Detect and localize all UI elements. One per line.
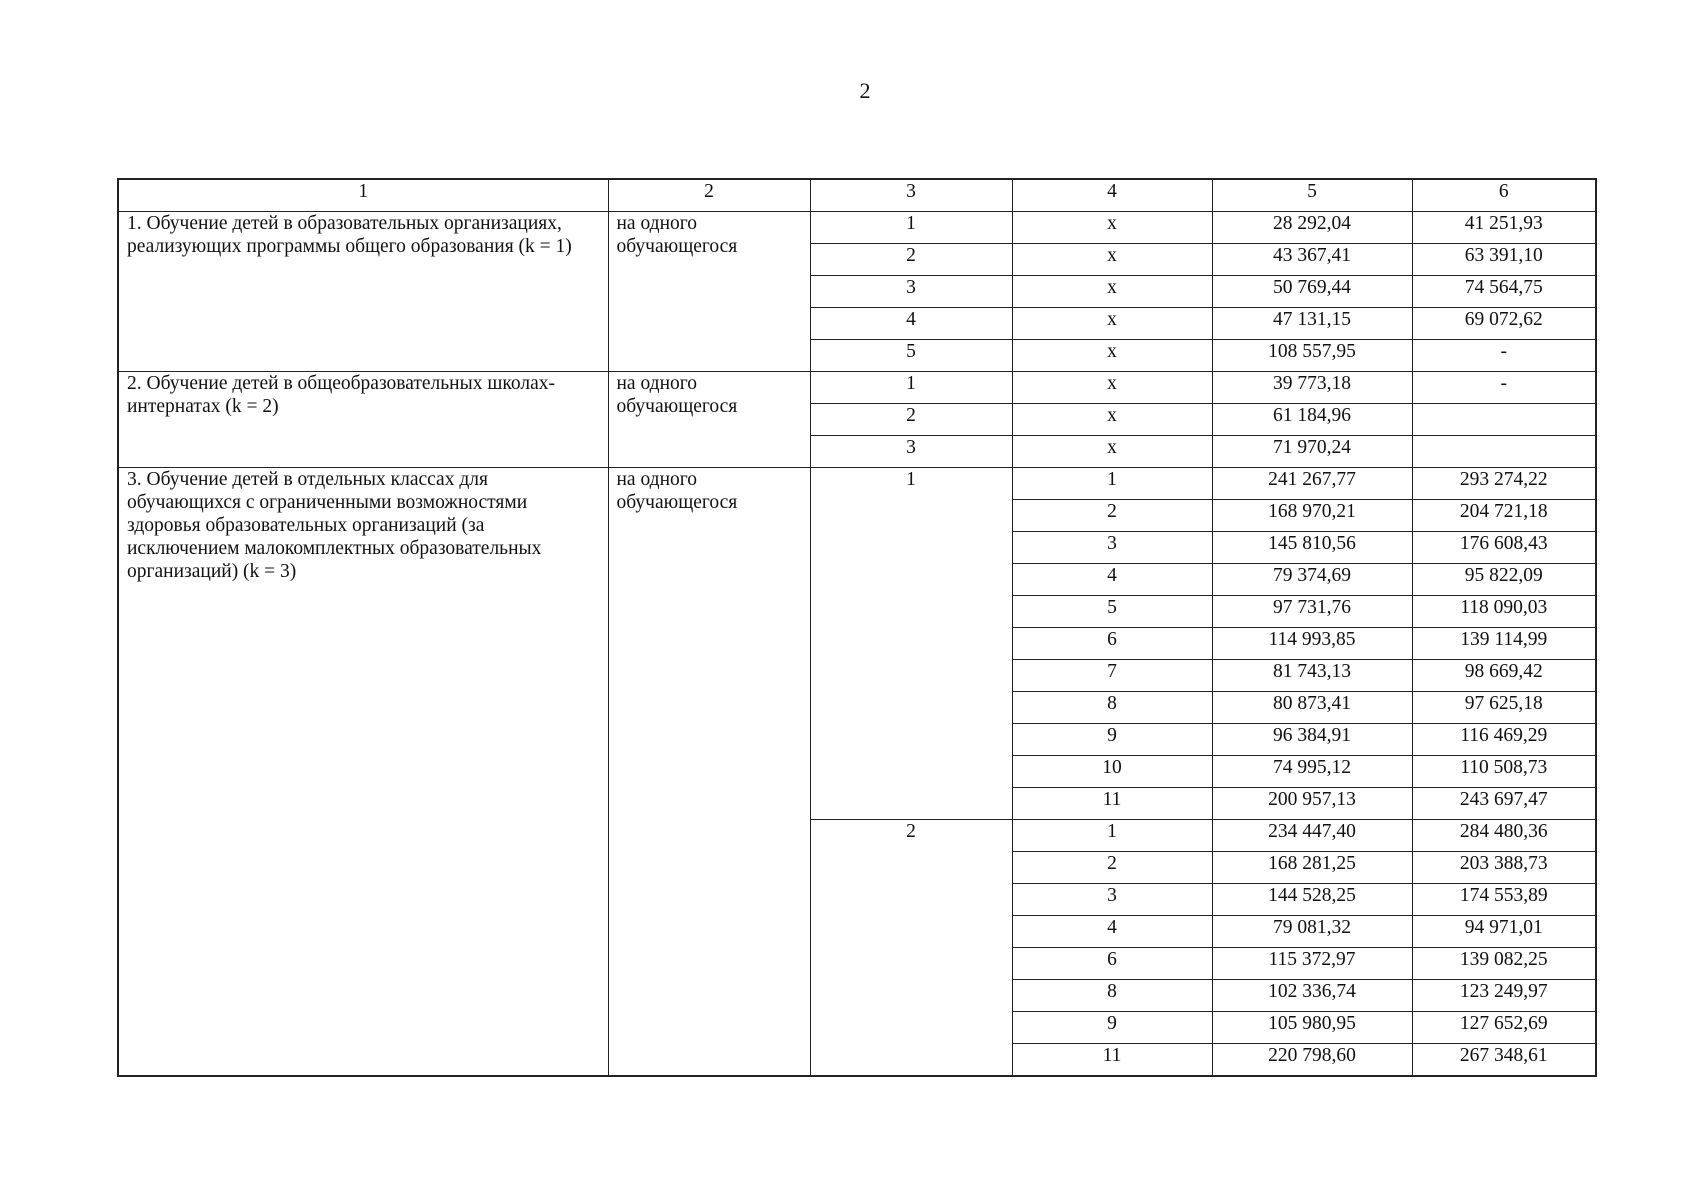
column-6-value: 267 348,61	[1412, 1044, 1596, 1077]
column-4-value: 6	[1012, 628, 1212, 660]
column-6-value: 174 553,89	[1412, 884, 1596, 916]
column-5-value: 241 267,77	[1212, 468, 1412, 500]
header-cell: 6	[1412, 179, 1596, 212]
column-5-value: 168 970,21	[1212, 500, 1412, 532]
column-6-value: 204 721,18	[1412, 500, 1596, 532]
column-5-value: 96 384,91	[1212, 724, 1412, 756]
column-5-value: 79 081,32	[1212, 916, 1412, 948]
service-description: 2. Обучение детей в общеобразовательных школах-интернатах (k = 2)	[118, 372, 608, 468]
column-6-value: 95 822,09	[1412, 564, 1596, 596]
column-6-value: 118 090,03	[1412, 596, 1596, 628]
column-6-value: 69 072,62	[1412, 308, 1596, 340]
column-3-value: 2	[810, 820, 1012, 1077]
header-cell: 5	[1212, 179, 1412, 212]
column-4-value: 10	[1012, 756, 1212, 788]
column-6-value: 94 971,01	[1412, 916, 1596, 948]
unit-of-measure: на одного обучающегося	[608, 468, 810, 1077]
column-6-value: -	[1412, 372, 1596, 404]
column-3-value: 3	[810, 276, 1012, 308]
column-5-value: 39 773,18	[1212, 372, 1412, 404]
column-5-value: 220 798,60	[1212, 1044, 1412, 1077]
column-4-value: 2	[1012, 852, 1212, 884]
column-5-value: 97 731,76	[1212, 596, 1412, 628]
column-3-value: 1	[810, 468, 1012, 820]
unit-of-measure: на одного обучающегося	[608, 372, 810, 468]
column-5-value: 105 980,95	[1212, 1012, 1412, 1044]
column-4-value: 8	[1012, 980, 1212, 1012]
column-4-value: 8	[1012, 692, 1212, 724]
column-5-value: 79 374,69	[1212, 564, 1412, 596]
column-3-value: 1	[810, 212, 1012, 244]
column-5-value: 47 131,15	[1212, 308, 1412, 340]
column-3-value: 4	[810, 308, 1012, 340]
column-5-value: 50 769,44	[1212, 276, 1412, 308]
column-5-value: 71 970,24	[1212, 436, 1412, 468]
column-5-value: 43 367,41	[1212, 244, 1412, 276]
column-6-value: 97 625,18	[1412, 692, 1596, 724]
unit-of-measure: на одного обучающегося	[608, 212, 810, 372]
column-6-value: 203 388,73	[1412, 852, 1596, 884]
column-4-value: 11	[1012, 1044, 1212, 1077]
column-4-value: 9	[1012, 724, 1212, 756]
table-row	[118, 468, 1596, 500]
column-4-value: 5	[1012, 596, 1212, 628]
column-5-value: 144 528,25	[1212, 884, 1412, 916]
column-4-value: 7	[1012, 660, 1212, 692]
column-4-value: 4	[1012, 564, 1212, 596]
column-5-value: 74 995,12	[1212, 756, 1412, 788]
column-3-value: 5	[810, 340, 1012, 372]
column-6-value: 139 082,25	[1412, 948, 1596, 980]
header-cell: 3	[810, 179, 1012, 212]
column-6-value	[1412, 404, 1596, 436]
column-6-value: 123 249,97	[1412, 980, 1596, 1012]
column-4-value: х	[1012, 244, 1212, 276]
column-4-value: 2	[1012, 500, 1212, 532]
column-3-value: 1	[810, 372, 1012, 404]
column-4-value: 1	[1012, 468, 1212, 500]
column-5-value: 61 184,96	[1212, 404, 1412, 436]
column-6-value: 98 669,42	[1412, 660, 1596, 692]
column-4-value: х	[1012, 372, 1212, 404]
column-6-value: 63 391,10	[1412, 244, 1596, 276]
column-6-value: -	[1412, 340, 1596, 372]
column-6-value: 116 469,29	[1412, 724, 1596, 756]
column-3-value: 2	[810, 244, 1012, 276]
column-5-value: 145 810,56	[1212, 532, 1412, 564]
column-4-value: 9	[1012, 1012, 1212, 1044]
column-3-value: 2	[810, 404, 1012, 436]
table-row	[118, 212, 1596, 244]
column-4-value: х	[1012, 276, 1212, 308]
service-description: 3. Обучение детей в отдельных классах для обучающихся с ограниченными возможностями здоровья образовательных организаций (за исключением малокомплектных образовательных организаций) (k = 3)	[118, 468, 608, 1077]
column-4-value: х	[1012, 212, 1212, 244]
column-3-value: 3	[810, 436, 1012, 468]
column-5-value: 80 873,41	[1212, 692, 1412, 724]
column-6-value: 243 697,47	[1412, 788, 1596, 820]
column-4-value: 1	[1012, 820, 1212, 852]
column-6-value: 41 251,93	[1412, 212, 1596, 244]
service-description: 1. Обучение детей в образовательных организациях, реализующих программы общего образования (k = 1)	[118, 212, 608, 372]
column-6-value: 284 480,36	[1412, 820, 1596, 852]
column-5-value: 28 292,04	[1212, 212, 1412, 244]
header-cell: 2	[608, 179, 810, 212]
column-6-value: 139 114,99	[1412, 628, 1596, 660]
column-6-value: 74 564,75	[1412, 276, 1596, 308]
column-4-value: х	[1012, 340, 1212, 372]
header-cell: 4	[1012, 179, 1212, 212]
column-5-value: 108 557,95	[1212, 340, 1412, 372]
column-4-value: 11	[1012, 788, 1212, 820]
table-row	[118, 372, 1596, 404]
column-6-value: 110 508,73	[1412, 756, 1596, 788]
column-6-value: 293 274,22	[1412, 468, 1596, 500]
column-4-value: х	[1012, 308, 1212, 340]
column-4-value: 3	[1012, 884, 1212, 916]
column-4-value: 6	[1012, 948, 1212, 980]
column-6-value: 176 608,43	[1412, 532, 1596, 564]
column-4-value: х	[1012, 404, 1212, 436]
column-6-value	[1412, 436, 1596, 468]
column-4-value: 4	[1012, 916, 1212, 948]
column-4-value: 3	[1012, 532, 1212, 564]
column-5-value: 102 336,74	[1212, 980, 1412, 1012]
column-5-value: 168 281,25	[1212, 852, 1412, 884]
column-5-value: 115 372,97	[1212, 948, 1412, 980]
norms-table	[117, 178, 1597, 1077]
page-number: 2	[859, 78, 871, 103]
column-6-value: 127 652,69	[1412, 1012, 1596, 1044]
header-cell: 1	[118, 179, 608, 212]
column-5-value: 81 743,13	[1212, 660, 1412, 692]
column-4-value: х	[1012, 436, 1212, 468]
column-5-value: 200 957,13	[1212, 788, 1412, 820]
column-5-value: 234 447,40	[1212, 820, 1412, 852]
column-5-value: 114 993,85	[1212, 628, 1412, 660]
header-row	[118, 179, 1596, 212]
